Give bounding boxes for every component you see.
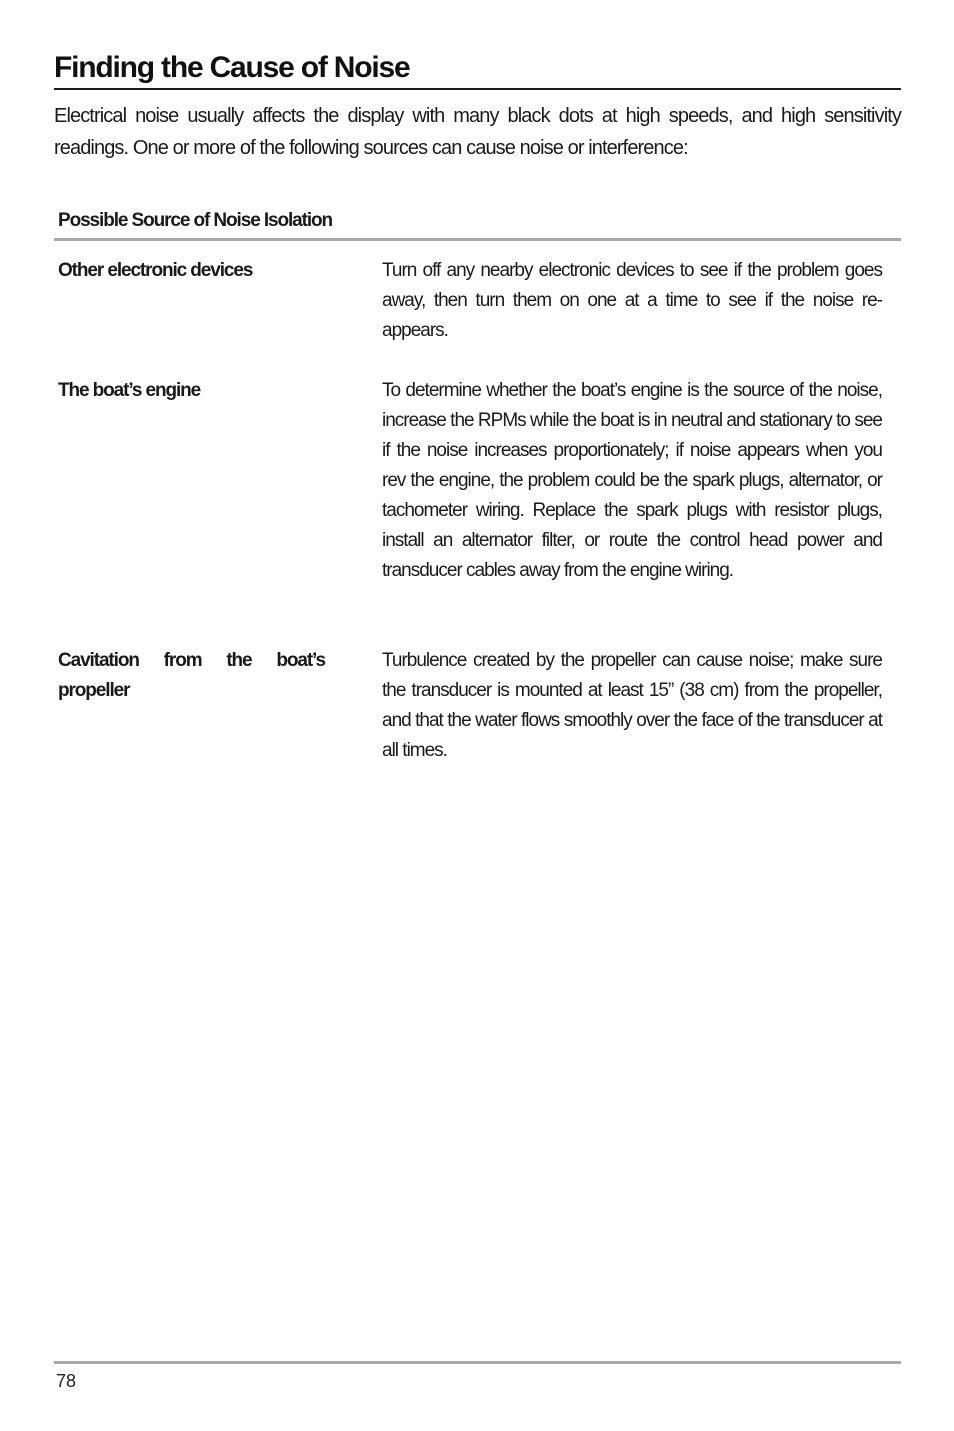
table-header: Possible Source of Noise Isolation	[58, 210, 333, 231]
noise-source: The boat’s engine	[58, 380, 201, 401]
noise-isolation: Turbulence created by the propeller can cause noise; make sure the transducer is mounted at least 15” (38 cm) from the propeller, and that the water flows smoothly over the face of the transducer at all times.	[382, 650, 882, 761]
noise-isolation: To determine whether the boat’s engine is the source of the noise, increase the RPMs while the boat is in neutral and stationary to see if the noise increases proportionately; if noise appears when you rev the engine, the problem could be the spark plugs, alternator, or tachometer wiring. Replace the spark plugs with resistor plugs, install an alternator filter, or route the control head power and transducer cables away from the engine wiring.	[382, 380, 882, 581]
intro-paragraph: Electrical noise usually affects the display with many black dots at high speeds, and high sensitivity readings. One or more of the following sources can cause noise or interference:	[54, 105, 901, 159]
page-number: 78	[56, 1371, 77, 1391]
footer-divider	[54, 1361, 901, 1364]
noise-source: Cavitation from the boat’s propeller	[58, 650, 325, 701]
noise-source: Other electronic devices	[58, 260, 253, 281]
title-divider	[54, 88, 901, 90]
table-header-divider	[54, 238, 901, 241]
noise-isolation: Turn off any nearby electronic devices to see if the problem goes away, then turn them on one at a time to see if the noise re-appears.	[382, 260, 882, 341]
page-title: Finding the Cause of Noise	[54, 51, 410, 84]
